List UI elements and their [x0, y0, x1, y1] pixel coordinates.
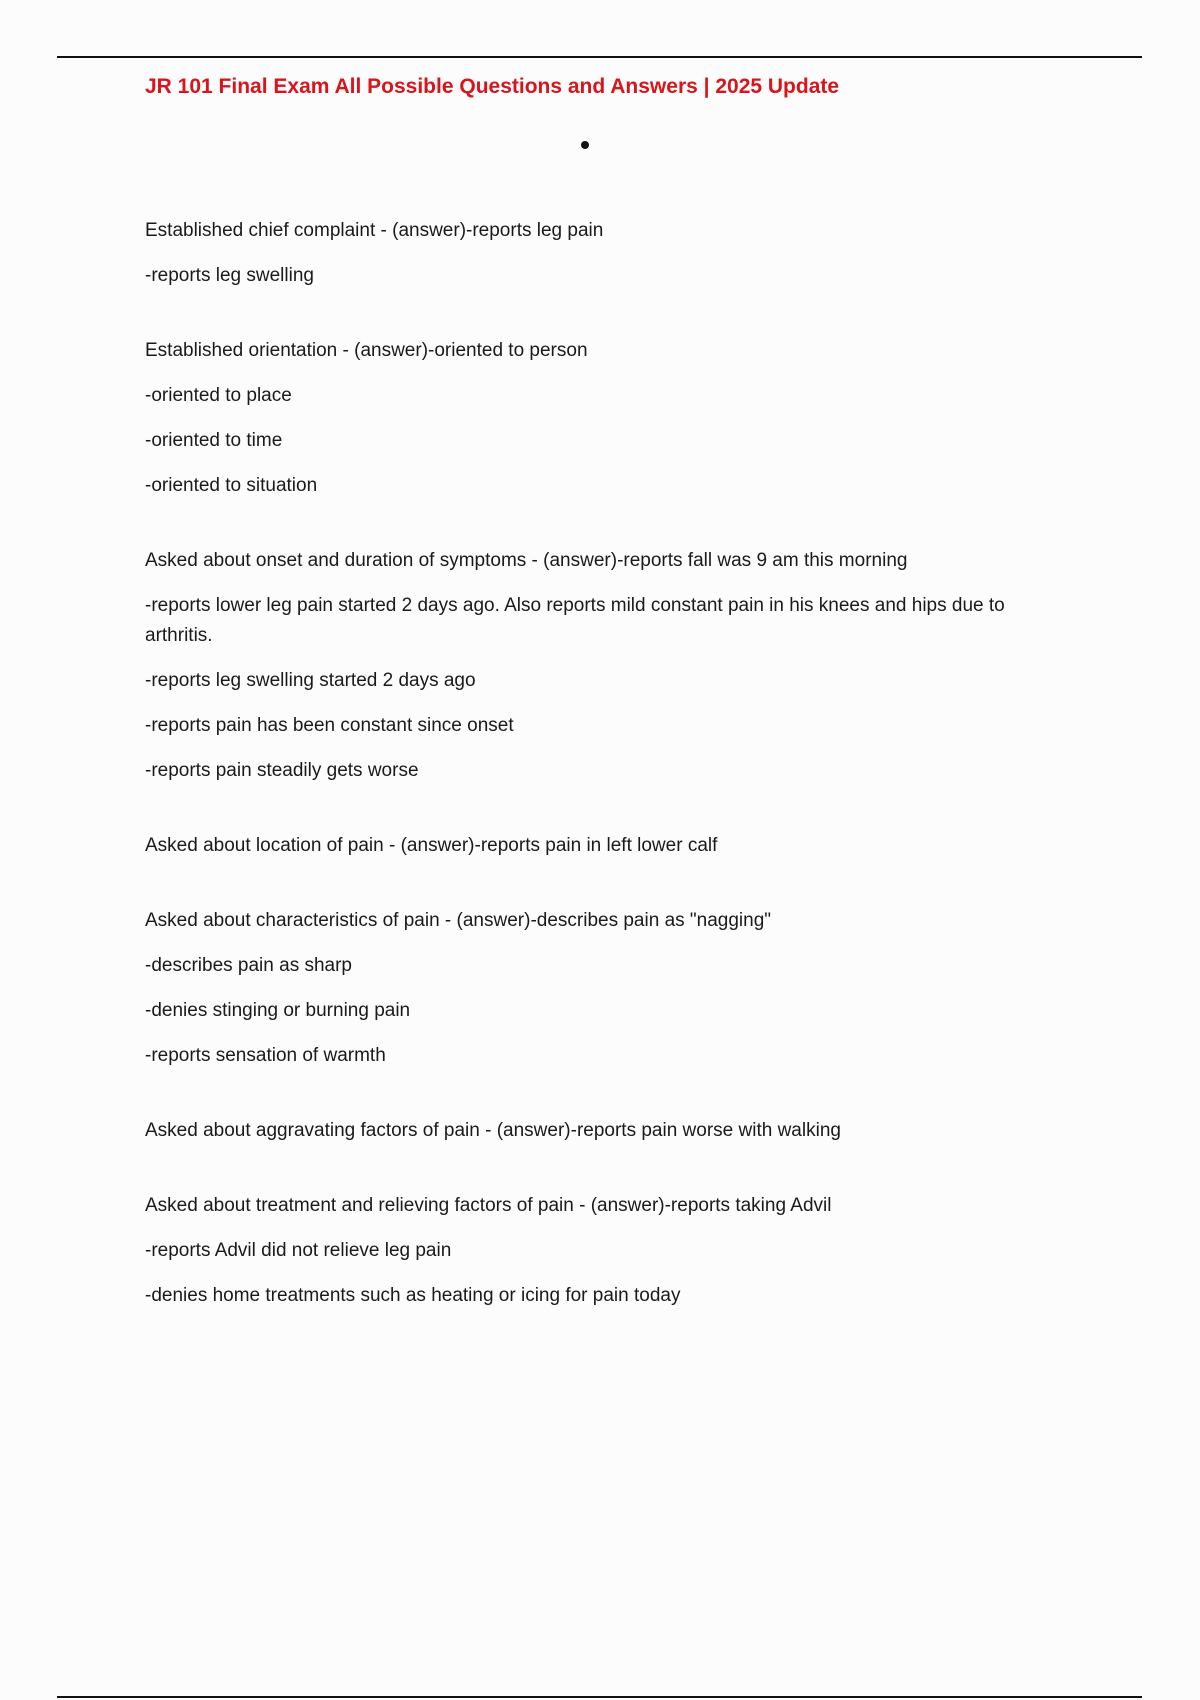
question-line: Established chief complaint - (answer)-reports leg pain — [145, 220, 604, 241]
answer-line: -reports pain has been constant since onset — [145, 715, 514, 736]
question-line: Asked about aggravating factors of pain - (answer)-reports pain worse with walking — [145, 1120, 841, 1141]
answer-line: -oriented to place — [145, 385, 292, 406]
qa-item — [145, 1116, 1075, 1146]
question-line: Asked about treatment and relieving factors of pain - (answer)-reports taking Advil — [145, 1195, 832, 1216]
question-line: Established orientation - (answer)-oriented to person — [145, 340, 588, 361]
answer-line: -reports lower leg pain started 2 days ago. Also reports mild constant pain in his knees and hips due to arthritis. — [145, 595, 1005, 646]
answer-line: -oriented to situation — [145, 475, 318, 496]
answer-line: -reports Advil did not relieve leg pain — [145, 1240, 452, 1261]
qa-item — [145, 906, 1075, 1071]
qa-item — [145, 831, 1075, 861]
answer-line: -reports pain steadily gets worse — [145, 760, 419, 781]
document-title: JR 101 Final Exam All Possible Questions and Answers | 2025 Update — [145, 75, 840, 98]
qa-item — [145, 1191, 1075, 1311]
top-rule — [57, 56, 1142, 58]
bullet-dot — [581, 141, 589, 149]
question-line: Asked about characteristics of pain - (answer)-describes pain as "nagging" — [145, 910, 772, 931]
qa-item — [145, 546, 1075, 786]
answer-line: -describes pain as sharp — [145, 955, 352, 976]
answer-line: -reports sensation of warmth — [145, 1045, 386, 1066]
answer-line: -reports leg swelling started 2 days ago — [145, 670, 476, 691]
qa-item — [145, 216, 1075, 291]
question-line: Asked about onset and duration of symptoms - (answer)-reports fall was 9 am this morning — [145, 550, 908, 571]
question-line: Asked about location of pain - (answer)-reports pain in left lower calf — [145, 835, 718, 856]
answer-line: -denies home treatments such as heating or icing for pain today — [145, 1285, 681, 1306]
qa-item — [145, 336, 1075, 501]
answer-line: -reports leg swelling — [145, 265, 314, 286]
bottom-rule — [57, 1696, 1142, 1698]
qa-list — [145, 216, 1075, 1356]
answer-line: -oriented to time — [145, 430, 283, 451]
answer-line: -denies stinging or burning pain — [145, 1000, 411, 1021]
